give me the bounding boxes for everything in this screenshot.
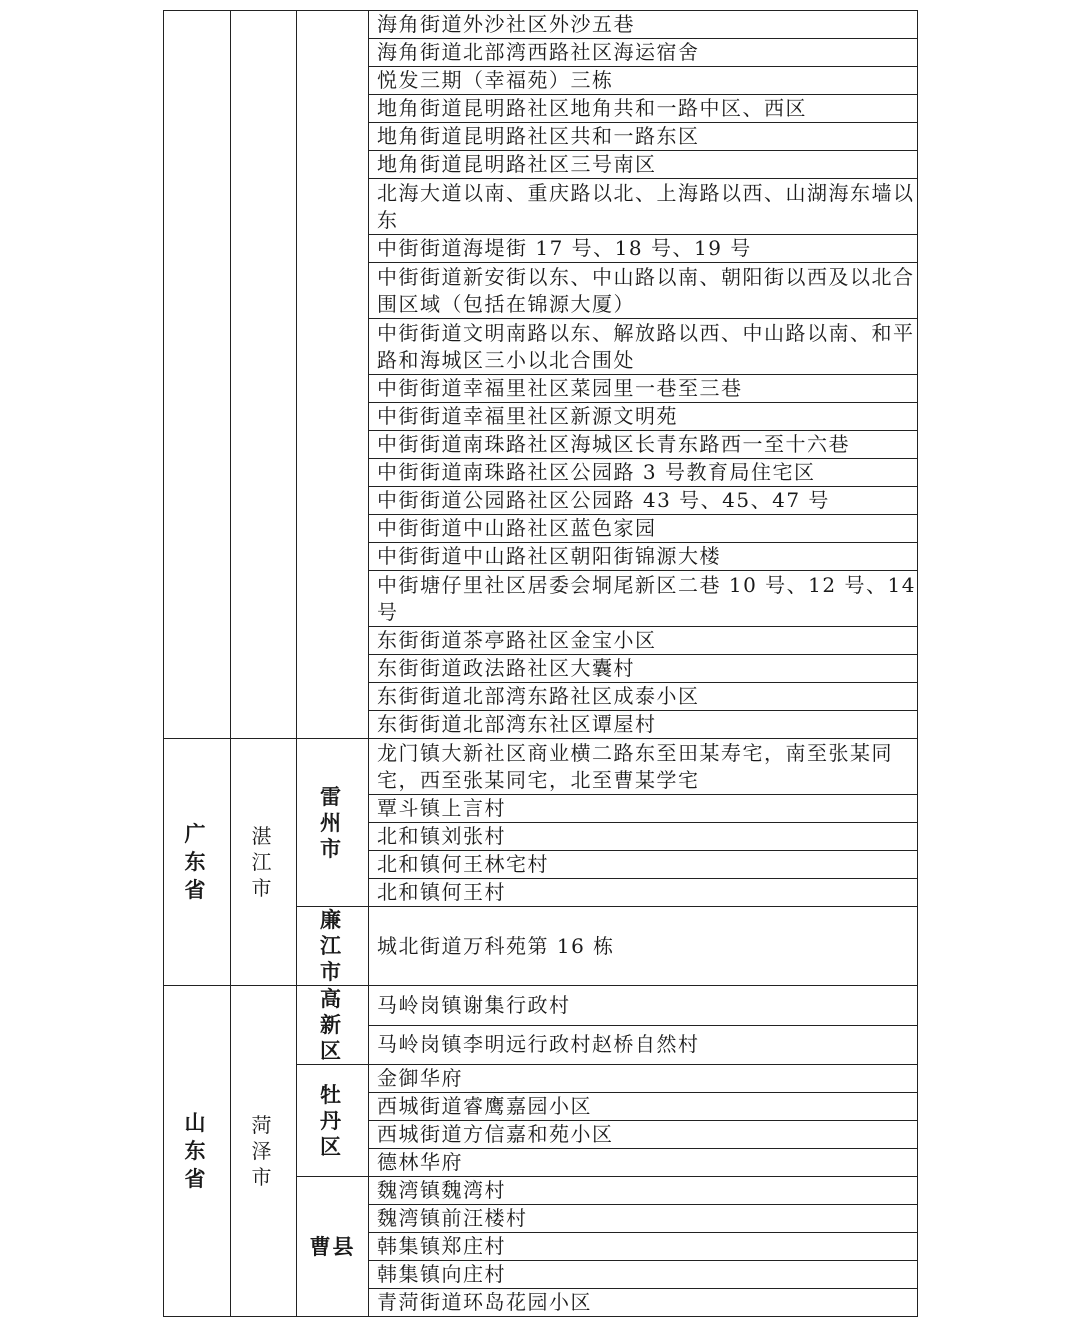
province-label: 广东省 xyxy=(184,822,210,902)
address-cell: 地角街道昆明路社区共和一路东区 xyxy=(369,123,918,151)
address-cell: 韩集镇郑庄村 xyxy=(369,1233,918,1261)
address-cell: 覃斗镇上言村 xyxy=(369,795,918,823)
address-cell: 中街街道中山路社区朝阳街锦源大楼 xyxy=(369,543,918,571)
city-label: 湛江市 xyxy=(251,824,276,900)
county-label: 雷州市 xyxy=(320,784,345,861)
address-cell: 北和镇何王村 xyxy=(369,879,918,907)
address-cell: 西城街道方信嘉和苑小区 xyxy=(369,1121,918,1149)
address-cell: 东街街道茶亭路社区金宝小区 xyxy=(369,627,918,655)
address-cell: 北和镇何王林宅村 xyxy=(369,851,918,879)
county-cell-continued xyxy=(297,11,369,739)
address-cell: 韩集镇向庄村 xyxy=(369,1261,918,1289)
address-cell: 海角街道北部湾西路社区海运宿舍 xyxy=(369,39,918,67)
county-label: 廉江市 xyxy=(320,908,345,984)
county-label: 牡丹区 xyxy=(320,1082,345,1159)
address-cell: 龙门镇大新社区商业横二路东至田某寿宅，南至张某同宅，西至张某同宅，北至曹某学宅 xyxy=(369,739,918,795)
address-cell: 德林华府 xyxy=(369,1149,918,1177)
city-cell-zhanjiang xyxy=(231,739,297,986)
address-cell: 中街街道海堤街 17 号、18 号、19 号 xyxy=(369,235,918,263)
address-cell: 青菏街道环岛花园小区 xyxy=(369,1289,918,1317)
address-cell: 马岭岗镇李明远行政村赵桥自然村 xyxy=(369,1025,918,1065)
county-cell-caoxian xyxy=(297,1177,369,1317)
address-cell: 东街街道北部湾东路社区成泰小区 xyxy=(369,683,918,711)
address-cell: 东街街道北部湾东社区谭屋村 xyxy=(369,711,918,739)
address-cell: 中街街道新安街以东、中山路以南、朝阳街以西及以北合围区域（包括在锦源大厦） xyxy=(369,263,918,319)
address-cell: 中街塘仔里社区居委会垌尾新区二巷 10 号、12 号、14 号 xyxy=(369,571,918,627)
county-cell-leizhou xyxy=(297,739,369,907)
province-cell-guangdong xyxy=(164,739,231,986)
address-cell: 中街街道公园路社区公园路 43 号、45、47 号 xyxy=(369,487,918,515)
county-label: 高新区 xyxy=(320,987,345,1063)
province-cell-continued xyxy=(164,11,231,739)
address-cell: 金御华府 xyxy=(369,1065,918,1093)
address-cell: 魏湾镇魏湾村 xyxy=(369,1177,918,1205)
address-cell: 马岭岗镇谢集行政村 xyxy=(369,986,918,1026)
address-table xyxy=(163,10,918,1317)
address-cell: 城北街道万科苑第 16 栋 xyxy=(369,907,918,986)
county-cell-mudan xyxy=(297,1065,369,1177)
address-cell: 西城街道睿鹰嘉园小区 xyxy=(369,1093,918,1121)
address-cell: 中街街道幸福里社区新源文明苑 xyxy=(369,403,918,431)
address-cell: 地角街道昆明路社区地角共和一路中区、西区 xyxy=(369,95,918,123)
address-cell: 中街街道幸福里社区菜园里一巷至三巷 xyxy=(369,375,918,403)
address-cell: 地角街道昆明路社区三号南区 xyxy=(369,151,918,179)
county-label: 曹县 xyxy=(309,1234,356,1259)
address-cell: 中街街道文明南路以东、解放路以西、中山路以南、和平路和海城区三小以北合围处 xyxy=(369,319,918,375)
address-cell: 中街街道南珠路社区海城区长青东路西一至十六巷 xyxy=(369,431,918,459)
address-cell: 东街街道政法路社区大囊村 xyxy=(369,655,918,683)
address-cell: 北和镇刘张村 xyxy=(369,823,918,851)
city-label: 菏泽市 xyxy=(251,1113,276,1189)
county-cell-gaoxin xyxy=(297,986,369,1065)
address-cell: 海角街道外沙社区外沙五巷 xyxy=(369,11,918,39)
province-label: 山东省 xyxy=(184,1111,210,1191)
address-cell: 中街街道中山路社区蓝色家园 xyxy=(369,515,918,543)
address-cell: 悦发三期（幸福苑）三栋 xyxy=(369,67,918,95)
county-cell-lianjiang xyxy=(297,907,369,986)
province-cell-shandong xyxy=(164,986,231,1317)
address-cell: 北海大道以南、重庆路以北、上海路以西、山湖海东墙以东 xyxy=(369,179,918,235)
city-cell-heze xyxy=(231,986,297,1317)
address-cell: 魏湾镇前汪楼村 xyxy=(369,1205,918,1233)
address-cell: 中街街道南珠路社区公园路 3 号教育局住宅区 xyxy=(369,459,918,487)
city-cell-continued xyxy=(231,11,297,739)
